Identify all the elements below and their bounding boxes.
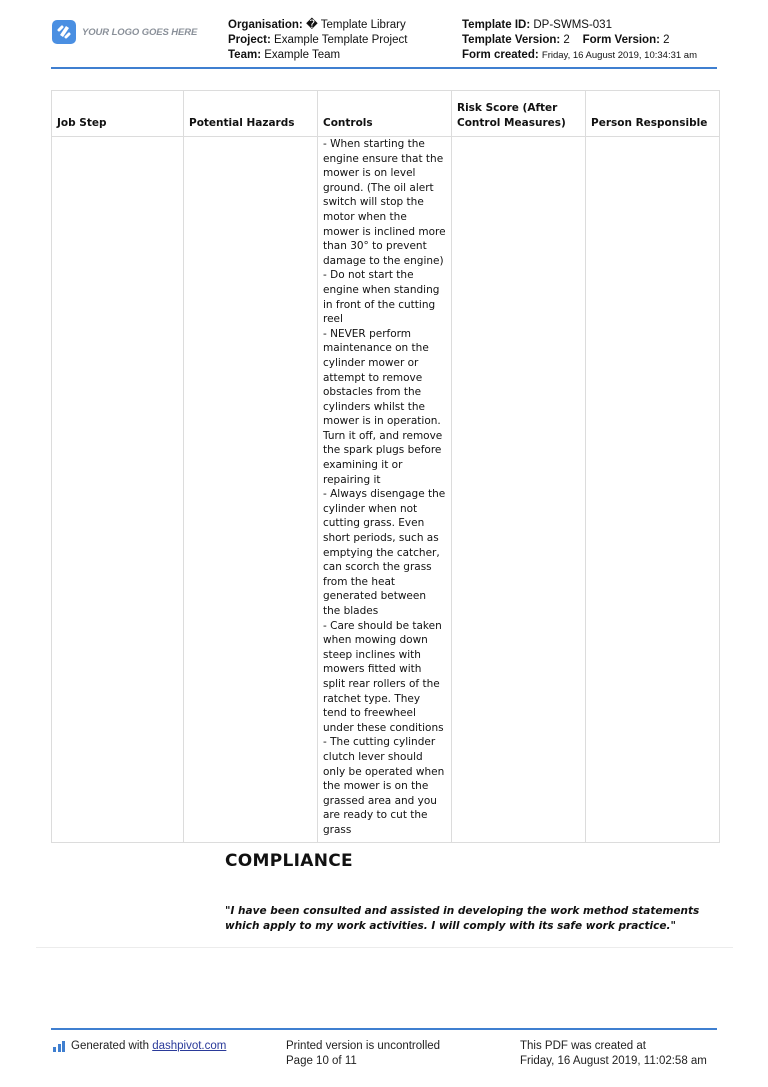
control-item: - NEVER perform maintenance on the cylinder mower or attempt to remove obstacles from the cylinders whilst the mower is in operation. Turn it off, and remove the spark plugs before examining it or repairing it [323,327,443,486]
footer-generated [53,1039,226,1054]
logo-text: YOUR LOGO GOES HERE [82,26,198,38]
project-label: Project: [228,34,271,46]
organisation-label: Organisation: [228,19,303,31]
page-number: Page 10 of 11 [286,1055,357,1067]
column-header-controls: Controls [318,91,452,137]
compliance-statement: "I have been consulted and assisted in developing the work method statements which apply to my work activities. I will comply with its safe work practice." [225,905,700,932]
printed-notice: Printed version is uncontrolled [286,1040,441,1052]
control-item: - The cutting cylinder clutch lever should only be operated when the mower is on the grassed area and you are ready to cut the grass [323,736,445,836]
page-header [0,0,768,70]
section-divider [36,947,733,948]
table-row [52,137,720,843]
control-item: - Always disengage the cylinder when not cutting grass. Even short periods, such as emptying the catcher, can scorch the grass from the heat generated between the blades [323,488,446,617]
swms-table [51,90,720,843]
column-header-job-step: Job Step [52,91,184,137]
table-header-row [52,91,720,137]
cell-potential-hazards [184,137,318,843]
company-logo [52,20,197,44]
template-id-row [462,18,697,33]
organisation-row [228,18,407,33]
column-header-person-responsible: Person Responsible [586,91,720,137]
footer-print-info [286,1039,440,1069]
pdf-created-label: This PDF was created at [520,1040,646,1052]
column-header-risk-score: Risk Score (After Control Measures) [452,91,586,137]
organisation-value: � Template Library [305,19,406,31]
footer-pdf-created [520,1039,707,1069]
cell-person-responsible [586,137,720,843]
template-id-value: DP-SWMS-031 [533,19,612,31]
team-value: Example Team [264,49,341,61]
team-label: Team: [228,49,262,61]
form-created-label: Form created: [462,49,539,61]
control-item: - Do not start the engine when standing in front of the cutting reel [323,269,440,326]
header-meta-left [228,18,407,63]
form-version-label: Form Version: [582,34,660,46]
project-row [228,33,407,48]
team-row [228,48,407,63]
compliance-heading: COMPLIANCE [225,851,353,871]
form-created-value: Friday, 16 August 2019, 10:34:31 am [541,50,697,61]
template-id-label: Template ID: [462,19,531,31]
control-item: - When starting the engine ensure that the mower is on level ground. (The oil alert switch will stop the motor when the mower is inclined more than 30° to prevent damage to the engine) [323,138,446,267]
form-version-value: 2 [663,34,670,46]
cell-risk-score [452,137,586,843]
footer-divider [51,1028,717,1030]
cell-controls [318,137,452,843]
template-version-value: 2 [563,34,570,46]
version-row [462,33,697,48]
header-divider [51,67,717,69]
dashpivot-bars-icon [53,1041,65,1052]
template-version-label: Template Version: [462,34,561,46]
header-meta-right [462,18,697,63]
column-header-potential-hazards: Potential Hazards [184,91,318,137]
project-value: Example Template Project [274,34,408,46]
dashpivot-link[interactable]: dashpivot.com [152,1040,227,1052]
form-created-row [462,48,697,63]
generated-prefix: Generated with [71,1040,149,1052]
cell-job-step [52,137,184,843]
pdf-created-value: Friday, 16 August 2019, 11:02:58 am [520,1055,707,1067]
logo-icon [52,20,76,44]
control-item: - Care should be taken when mowing down steep inclines with mowers fitted with split rear rollers of the ratchet type. They tend to freewheel under these conditions [323,619,444,734]
